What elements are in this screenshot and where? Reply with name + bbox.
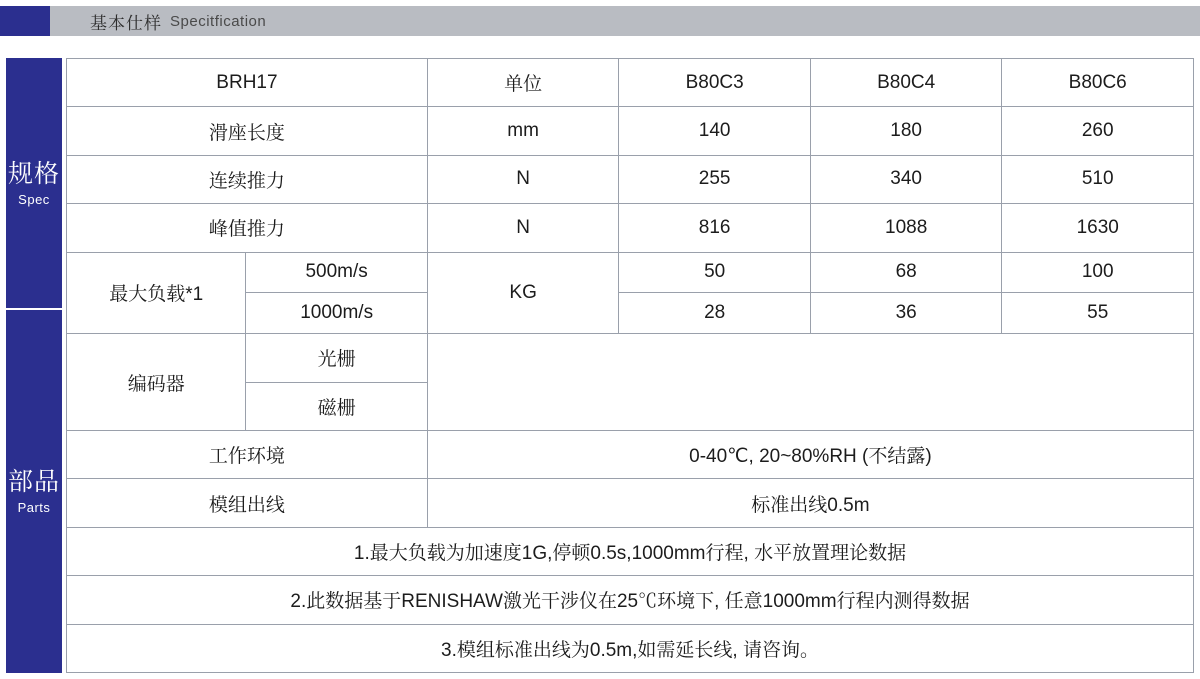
- cell-continuous-thrust-1: 255: [619, 155, 811, 203]
- side-label-spec-en: Spec: [18, 191, 50, 207]
- cell-max-load-1000-3: 55: [1002, 293, 1194, 334]
- side-label-parts-en: Parts: [17, 500, 51, 515]
- row-unit-slider-length: mm: [427, 107, 619, 155]
- specification-table: [66, 58, 1194, 673]
- table-note-row: [67, 576, 1194, 624]
- row-sublabel-encoder-optical: 光栅: [246, 334, 427, 382]
- table-row: [67, 431, 1194, 479]
- column-header-1: B80C3: [619, 59, 811, 107]
- header-title-en: Specitfication: [170, 12, 267, 30]
- header-title-cn: 基本仕样: [90, 13, 162, 33]
- row-unit-continuous-thrust: N: [427, 155, 619, 203]
- table-note-row: [67, 624, 1194, 672]
- row-label-max-load: 最大负载*1: [67, 252, 246, 334]
- cell-peak-thrust-3: 1630: [1002, 204, 1194, 252]
- cell-max-load-500-1: 50: [619, 252, 811, 293]
- table-row: [67, 107, 1194, 155]
- table-header-row: [67, 59, 1194, 107]
- table-row: [67, 252, 1194, 293]
- header-bar: [0, 6, 1200, 36]
- row-sublabel-max-load-1000: 1000m/s: [246, 293, 427, 334]
- cell-max-load-1000-2: 36: [810, 293, 1002, 334]
- cell-peak-thrust-1: 816: [619, 204, 811, 252]
- row-unit-max-load: KG: [427, 252, 619, 334]
- row-label-encoder: 编码器: [67, 334, 246, 431]
- table-note-row: [67, 527, 1194, 575]
- cell-slider-length-1: 140: [619, 107, 811, 155]
- row-sublabel-max-load-500: 500m/s: [246, 252, 427, 293]
- header-accent-block: [0, 6, 50, 36]
- model-label: BRH17: [67, 59, 428, 107]
- row-label-peak-thrust: 峰值推力: [67, 204, 428, 252]
- cell-max-load-500-3: 100: [1002, 252, 1194, 293]
- cell-slider-length-2: 180: [810, 107, 1002, 155]
- side-label-parts: [6, 310, 62, 673]
- side-label-spec: [6, 58, 62, 308]
- cell-peak-thrust-2: 1088: [810, 204, 1002, 252]
- cell-continuous-thrust-2: 340: [810, 155, 1002, 203]
- row-sublabel-encoder-magnetic: 磁栅: [246, 382, 427, 430]
- side-label-spec-cn: 规格: [7, 159, 60, 188]
- note-3: 3.模组标准出线为0.5m,如需延长线, 请咨询。: [67, 624, 1194, 672]
- row-label-continuous-thrust: 连续推力: [67, 155, 428, 203]
- cell-outlet-value: 标准出线0.5m: [427, 479, 1193, 527]
- side-label-parts-cn: 部品: [7, 468, 60, 496]
- row-label-outlet: 模组出线: [67, 479, 428, 527]
- row-unit-peak-thrust: N: [427, 204, 619, 252]
- unit-header: 单位: [427, 59, 619, 107]
- cell-environment-value: 0-40℃, 20~80%RH (不结露): [427, 431, 1193, 479]
- note-2: 2.此数据基于RENISHAW激光干涉仪在25℃环境下, 任意1000mm行程内测得数据: [67, 576, 1194, 624]
- column-header-2: B80C4: [810, 59, 1002, 107]
- specification-table-wrap: [66, 58, 1194, 673]
- table-row: [67, 479, 1194, 527]
- table-row: [67, 155, 1194, 203]
- cell-encoder-blank: [427, 334, 1193, 431]
- cell-max-load-1000-1: 28: [619, 293, 811, 334]
- side-label-column: [6, 58, 62, 673]
- row-label-slider-length: 滑座长度: [67, 107, 428, 155]
- table-row: [67, 334, 1194, 382]
- cell-continuous-thrust-3: 510: [1002, 155, 1194, 203]
- note-1: 1.最大负载为加速度1G,停顿0.5s,1000mm行程, 水平放置理论数据: [67, 527, 1194, 575]
- row-label-environment: 工作环境: [67, 431, 428, 479]
- cell-max-load-500-2: 68: [810, 252, 1002, 293]
- cell-slider-length-3: 260: [1002, 107, 1194, 155]
- column-header-3: B80C6: [1002, 59, 1194, 107]
- header-title-strip: [50, 6, 1200, 36]
- table-row: [67, 204, 1194, 252]
